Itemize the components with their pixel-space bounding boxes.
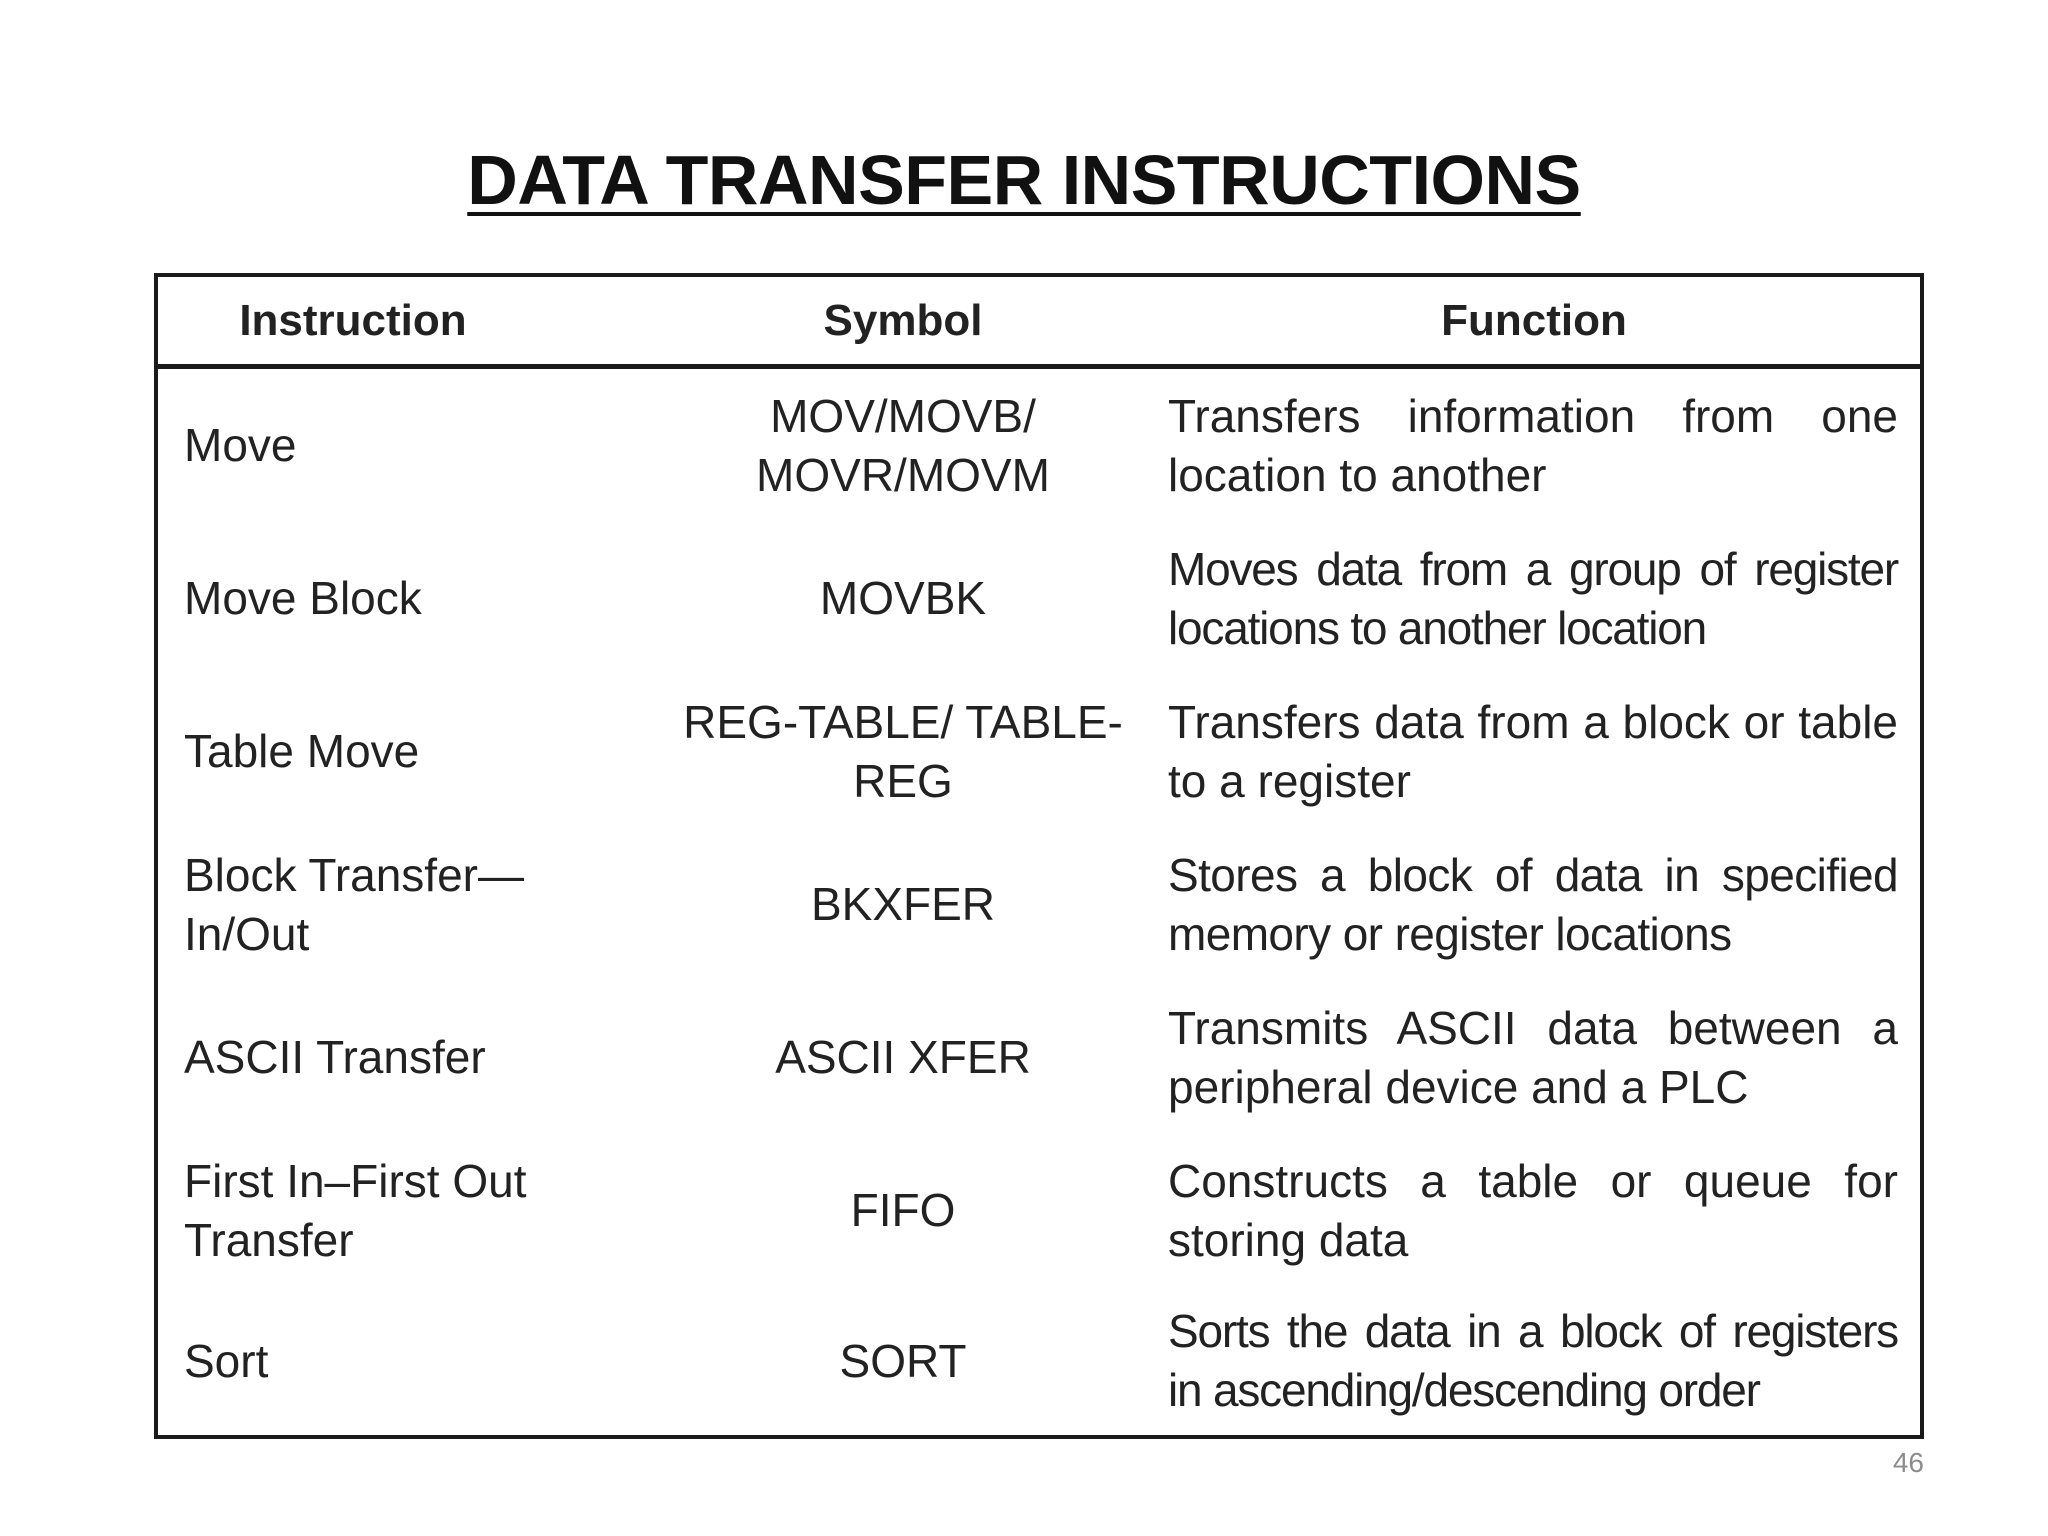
table-row [158, 522, 1920, 675]
header-function: Function [1441, 296, 1627, 345]
function-text: Transfers information from one location to another [1168, 389, 1898, 501]
function-cell [1148, 1134, 1920, 1287]
table-header-row [158, 277, 1920, 369]
symbol-cell: ASCII XFER [775, 1031, 1031, 1083]
table-row [158, 981, 1920, 1134]
header-symbol: Symbol [823, 296, 983, 345]
instruction-cell: Move [184, 419, 297, 471]
instruction-cell: Move Block [184, 572, 422, 624]
function-text: Stores a block of data in specified memory or register locations [1168, 848, 1898, 960]
function-text: Transmits ASCII data between a peripheral device and a PLC [1168, 1001, 1898, 1113]
table-row [158, 675, 1920, 828]
data-transfer-table [154, 273, 1924, 1439]
function-cell [1148, 675, 1920, 828]
function-cell [1148, 828, 1920, 981]
table-row [158, 1134, 1920, 1287]
symbol-cell: MOVBK [819, 572, 987, 624]
function-cell [1148, 369, 1920, 522]
function-text: Transfers data from a block or table to a register [1168, 695, 1898, 807]
function-cell [1148, 981, 1920, 1134]
function-text: Sorts the data in a block of registers in ascending/descending order [1168, 1305, 1898, 1416]
table-row [158, 1287, 1920, 1435]
function-text: Moves data from a group of register locations to another location [1168, 542, 1898, 654]
instruction-cell: Table Move [184, 725, 420, 777]
table-row [158, 369, 1920, 522]
header-instruction: Instruction [239, 296, 467, 345]
instruction-cell: Block Transfer— In/Out [184, 848, 524, 960]
slide-title [0, 138, 2048, 222]
symbol-cell: FIFO [850, 1184, 956, 1236]
symbol-cell: MOV/MOVB/ MOVR/MOVM [756, 389, 1050, 501]
instruction-cell: First In–First Out Transfer [184, 1154, 527, 1266]
table-row [158, 828, 1920, 981]
instruction-cell: ASCII Transfer [184, 1031, 486, 1083]
function-cell [1148, 522, 1920, 675]
symbol-cell: REG-TABLE/ TABLE-REG [683, 695, 1123, 807]
page-number: 46 [1892, 1447, 1924, 1478]
function-cell [1148, 1287, 1920, 1435]
function-text: Constructs a table or queue for storing data [1168, 1154, 1898, 1266]
slide-title-text: DATA TRANSFER INSTRUCTIONS [467, 141, 1581, 219]
symbol-cell: SORT [839, 1334, 967, 1387]
instruction-cell: Sort [184, 1334, 269, 1387]
symbol-cell: BKXFER [810, 878, 996, 930]
